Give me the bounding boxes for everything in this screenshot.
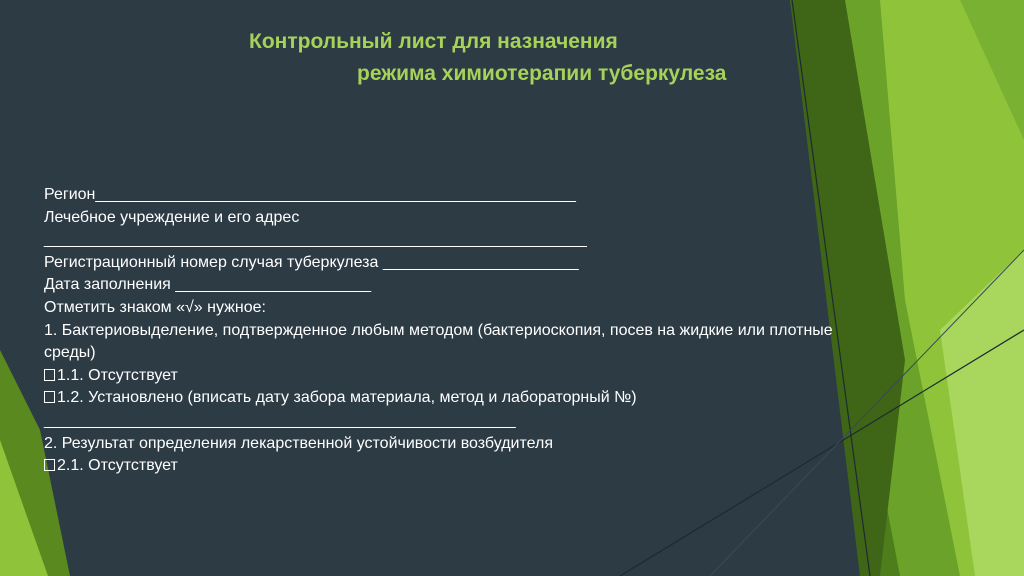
facility-line: Лечебное учреждение и его адрес (44, 208, 300, 226)
mark-instruction-line: Отметить знаком «√» нужное: (44, 298, 266, 316)
checkbox-icon (44, 369, 55, 381)
item-1-1-option (44, 365, 884, 388)
checkbox-icon (44, 459, 55, 471)
facility-blank-line: _____________________________________________________________ (44, 231, 587, 249)
item-1-2-label: 1.2. Установлено (вписать дату забора материала, метод и лабораторный №) (57, 389, 637, 407)
item-2-1-option (44, 455, 884, 478)
checklist-body (44, 184, 884, 478)
item-1-2-blank-line: _____________________________________________________ (44, 411, 516, 429)
item-2-1-label: 2.1. Отсутствует (57, 457, 178, 475)
item-2-heading: 2. Результат определения лекарственной устойчивости возбудителя (44, 434, 553, 452)
item-1-1-label: 1.1. Отсутствует (57, 366, 178, 384)
registration-number-line: Регистрационный номер случая туберкулеза ______________________ (44, 253, 579, 271)
item-1-2-option (44, 387, 884, 410)
region-line: Регион______________________________________________________ (44, 186, 576, 203)
fill-date-line: Дата заполнения ______________________ (44, 276, 372, 294)
item-1-heading: 1. Бактериовыделение, подтвержденное любым методом (бактериоскопия, посев на жидкие или плотные среды) (44, 321, 833, 362)
slide-title-line-2: режима химиотерапии туберкулеза (357, 62, 727, 85)
slide-title-line-1: Контрольный лист для назначения (249, 30, 618, 53)
checkbox-icon (44, 391, 55, 403)
